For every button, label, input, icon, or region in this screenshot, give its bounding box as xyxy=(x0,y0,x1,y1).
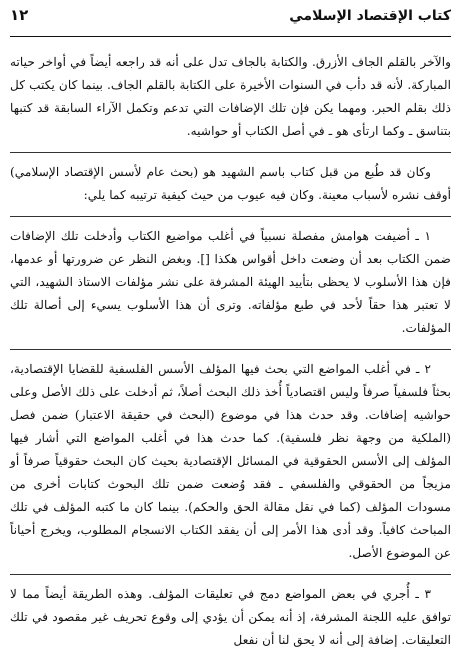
section-divider xyxy=(10,349,451,350)
paragraph-1: والآخر بالقلم الجاف الأزرق. والكتابة بالجاف تدل على أنه قد راجعه أيضاً في أواخر حياته المباركة. لأنه قد دأب في السنوات الأخيرة على الكتابة بالقلم الجاف. بينما كان يكتب كل ذلك بقلم الحبر. ومهما يكن فإن تلك الإضافات التي تدعم وتكمل الآراء السابقة قد كتبها بتناسق ـ وكما ارتأى هو ـ في أصل الكتاب أو حواشيه. xyxy=(10,55,451,138)
paragraph-2: وكان قد طُبع من قبل كتاب باسم الشهيد هو (بحث عام لأسس الإقتصاد الإسلامي) أوقف نشره لأسباب معينة. وكان فيه عيوب من حيث كيفية ترتيبه كما يلي: xyxy=(10,165,451,202)
section-divider xyxy=(10,216,451,217)
book-title: كتاب الإقتصاد الإسلامي xyxy=(289,8,451,24)
running-header xyxy=(10,6,451,37)
paragraph-4: ٢ ـ في أغلب المواضع التي بحث فيها المؤلف الأسس الفلسفية للقضايا الإقتصادية، بحثاً فلسفياً صرفاً وليس اقتصادياً أُخذ ذلك البحث أصلاً، ثم أدخلت على ذلك الأصل وعلى حواشيه إضافات. وقد حدث هذا في موضوع (البحث في حقيقة الاعتبار) ضمن فصل (الملكية من وجهة نظر فلسفية). كما حدث هذا في أغلب المواضع التي أشار فيها المؤلف إلى الأسس الحقوقية في المسائل الإقتصادية بحيث كان البحث حقوقياً صرفاً أو مزيجاً من الحقوقي والفلسفي ـ فقد وُضعت ضمن تلك البحوث كتابات أخرى من مسودات المؤلف (كما في نقل مقالة الحق والحكم). بينما كان ما كتبه المؤلف في تلك المباحث كافياً. وقد أدى هذا الأمر إلى أن يفقد الكتاب الانسجام المطلوب، ويخرج أحياناً عن الموضوع الأصل. xyxy=(10,362,451,560)
section-divider xyxy=(10,574,451,575)
page-body xyxy=(10,51,451,652)
paragraph-5: ٣ ـ أُجري في بعض المواضع دمج في تعليقات المؤلف. وهذه الطريقة أيضاً مما لا توافق عليه اللجنة المشرفة، إذ أنه يمكن أن يؤدي إلى وقوع تحريف غير مقصود في تلك التعليقات. إضافة إلى أنه لا يحق لنا أن نفعل xyxy=(10,587,451,647)
section-divider xyxy=(10,152,451,153)
paragraph-3: ١ ـ أضيفت هوامش مفصلة نسبياً في أغلب مواضيع الكتاب وأدخلت تلك الإضافات ضمن الكتاب بعد أن وضعت داخل أقواس هكذا []. وبغض النظر عن ضرورتها أو عدمها، فإن هذا الأسلوب لا يحظى بتأييد الهيئة المشرفة على نشر مؤلفات الاستاذ الشهيد، التي لا تعتبر هذا حقاً لأحد في طبع مؤلفاته. وترى أن هذا الأسلوب يسيء إلى أصالة تلك المؤلفات. xyxy=(10,229,451,335)
page-number: ١٢ xyxy=(10,6,29,24)
